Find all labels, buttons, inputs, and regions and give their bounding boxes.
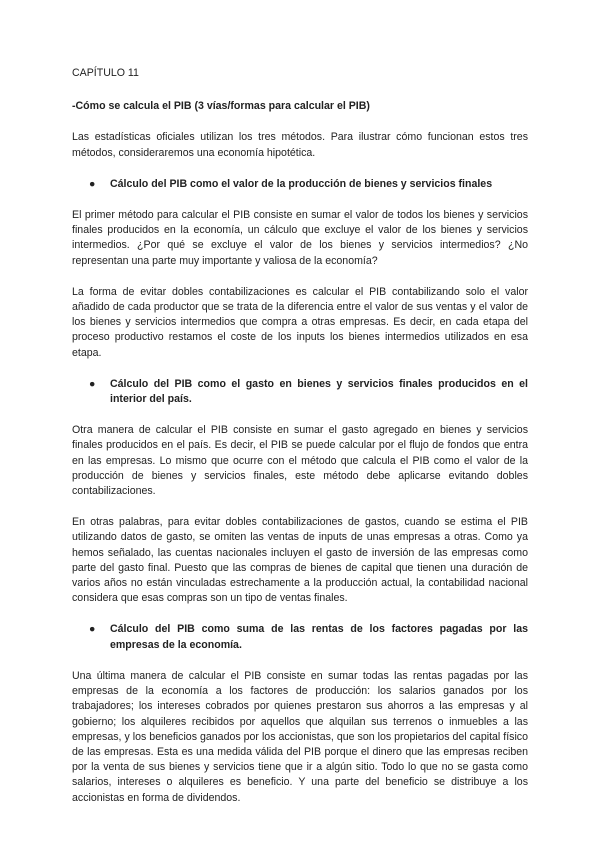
- intro-paragraph: Las estadísticas oficiales utilizan los tres métodos. Para ilustrar cómo funcionan estos tres métodos, consideraremos una economía hipotética.: [72, 131, 528, 159]
- bullet-icon: ●: [89, 177, 96, 190]
- document-page: [72, 66, 528, 822]
- bullet-heading-expenditure: [72, 377, 528, 407]
- paragraph: Una última manera de calcular el PIB consiste en sumar todas las rentas pagadas por las empresas de la economía a los factores de producción: los salarios ganados por los trabajadores; los intereses cobrados por quienes prestaron sus ahorros a las empresas y al gobierno; los alquileres recibidos por aquellos que alquilan sus terrenos o inmuebles a las empresas, y los beneficios ganados por los accionistas, que son los propietarios del capital físico de las empresas. Esta es una medida válida del PIB porque el dinero que las empresas reciben por la venta de sus bienes y servicios tiene que ir a algún sitio. Todo lo que no se gasta como salarios, intereses o alquileres es beneficio. Y una parte del beneficio se distribuye a los accionistas en forma de dividendos.: [72, 669, 528, 804]
- bullet-heading-production: [72, 177, 528, 192]
- bullet-heading-text: Cálculo del PIB como el valor de la producción de bienes y servicios finales: [110, 177, 493, 190]
- chapter-label: CAPÍTULO 11: [72, 67, 139, 79]
- bullet-icon: ●: [89, 623, 96, 636]
- bullet-heading-income: [72, 622, 528, 652]
- bullet-heading-text: Cálculo del PIB como el gasto en bienes y servicios finales producidos en el interior del país.: [110, 377, 528, 406]
- paragraph: Otra manera de calcular el PIB consiste en sumar el gasto agregado en bienes y servicios finales producidos en el país. Es decir, el PIB se puede calcular por el flujo de fondos que entra en las empresas. Lo mismo que ocurre con el método que calcula el PIB como el valor de la producción de bienes y servicios finales, este método debe aplicarse evitando dobles contabilizaciones.: [72, 424, 528, 498]
- paragraph: En otras palabras, para evitar dobles contabilizaciones de gastos, cuando se estima el PIB utilizando datos de gasto, se omiten las ventas de inputs de unas empresas a otras. Como ya hemos señalado, las cuentas nacionales incluyen el gasto de inversión de las empresas como parte del gasto final. Puesto que las compras de bienes de capital que tienen una duración de varios años no están vinculadas estrechamente a la producción actual, la contabilidad nacional considera que esas compras son un tipo de ventas finales.: [72, 516, 528, 605]
- bullet-heading-text: Cálculo del PIB como suma de las rentas de los factores pagadas por las empresas de la economía.: [110, 623, 528, 651]
- section-title: -Cómo se calcula el PIB (3 vías/formas para calcular el PIB): [72, 100, 370, 113]
- bullet-icon: ●: [89, 377, 96, 390]
- paragraph: La forma de evitar dobles contabilizaciones es calcular el PIB contabilizando solo el valor añadido de cada productor que se trata de la diferencia entre el valor de sus ventas y el valor de los bienes y servicios intermedios que compra a otras empresas. Es decir, en cada etapa del proceso productivo restamos el coste de los inputs los bienes intermedios utilizados en esa etapa.: [72, 285, 528, 359]
- paragraph: El primer método para calcular el PIB consiste en sumar el valor de todos los bienes y servicios finales producidos en la economía, un cálculo que excluye el valor de los bienes y servicios intermedios. ¿Por qué se excluye el valor de los bienes y servicios intermedios? ¿No representan una parte muy importante y valiosa de la economía?: [72, 209, 528, 267]
